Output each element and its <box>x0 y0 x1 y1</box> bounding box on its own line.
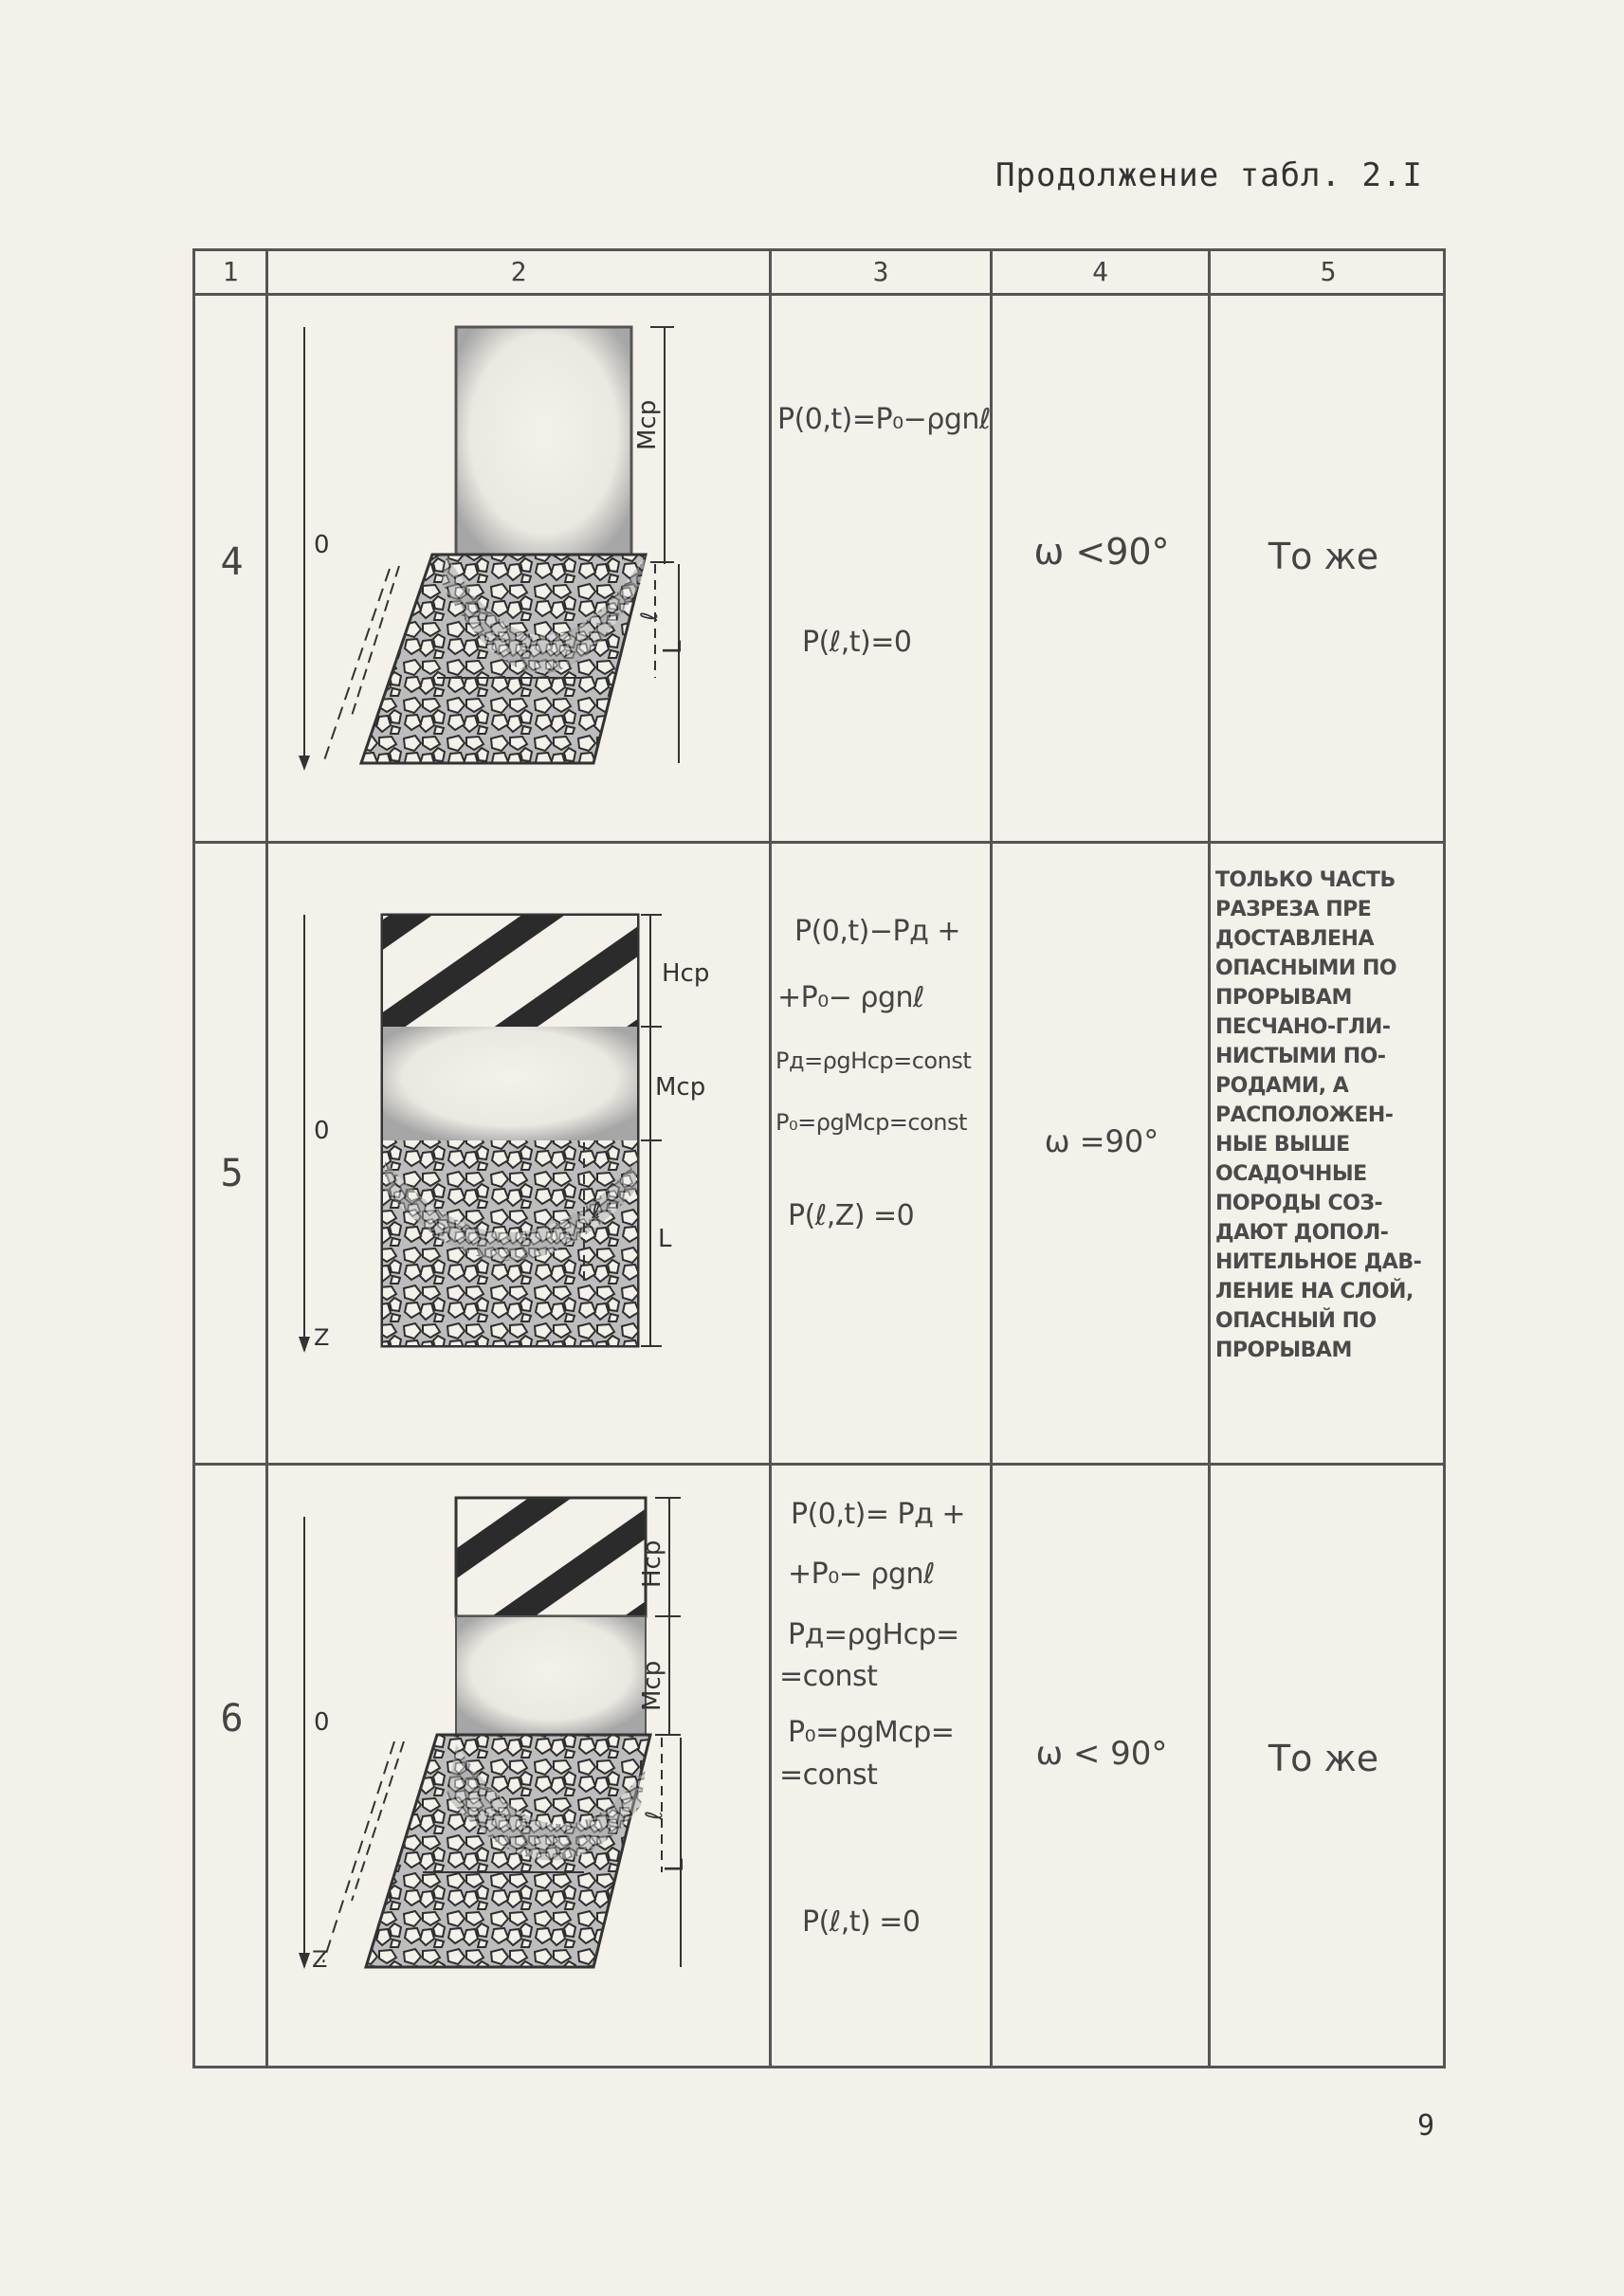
row-number-5: 5 <box>220 1152 244 1195</box>
diagram-label-l-small: ℓ <box>592 1197 601 1224</box>
formula-row6-3: Pд=ρgHcp= <box>788 1618 959 1651</box>
page-number: 9 <box>1417 2109 1435 2142</box>
diagram-label-mcp: Mcp <box>633 399 662 450</box>
formula-row6-2: +P₀− ρgnℓ <box>788 1558 935 1591</box>
angle-row4: ω <90° <box>1033 531 1170 573</box>
diagram-label-hcp: Hcp <box>638 1540 666 1588</box>
diagram-row-6 <box>271 1493 764 1986</box>
formula-row6-7: P(ℓ,t) =0 <box>802 1905 921 1939</box>
diagram-label-l-big: L <box>661 1858 689 1872</box>
diagram-label-hcp: Hcp <box>662 959 710 988</box>
note-row4: То же <box>1268 536 1379 577</box>
formula-row4-2: P(ℓ,t)=0 <box>802 626 912 659</box>
diagram-label-l-big: L <box>659 640 687 654</box>
note-row6: То же <box>1268 1738 1379 1779</box>
angle-row6: ω < 90° <box>1035 1735 1168 1773</box>
row-number-6: 6 <box>220 1697 244 1740</box>
diagram-label-mcp: Mcp <box>655 1073 706 1102</box>
formula-row6-5: P₀=ρgMcp= <box>788 1716 955 1749</box>
column-divider <box>769 251 772 2066</box>
diagram-row-5 <box>271 905 764 1446</box>
column-header-1: 1 <box>222 256 239 287</box>
formula-row5-2: +P₀− ρgnℓ <box>777 981 924 1014</box>
formula-row6-6: =const <box>779 1758 878 1792</box>
diagram-label-o: 0 <box>314 1117 330 1145</box>
formula-row6-4: =const <box>779 1660 878 1693</box>
column-header-3: 3 <box>872 256 889 287</box>
diagram-label-o: 0 <box>314 531 330 559</box>
column-header-5: 5 <box>1320 256 1337 287</box>
diagram-label-z: Z <box>314 1324 330 1351</box>
formula-row5-4: P₀=ρgMcp=const <box>776 1109 967 1136</box>
formula-row5-3: Pд=ρgHcp=const <box>776 1048 972 1074</box>
diagram-label-o: 0 <box>314 1708 330 1737</box>
row-number-4: 4 <box>220 540 244 584</box>
formula-row5-5: P(ℓ,Z) =0 <box>788 1199 915 1232</box>
diagram-row-4 <box>271 318 764 792</box>
formula-row6-1: P(0,t)= Pд + <box>791 1498 966 1531</box>
note-row5: ТОЛЬКО ЧАСТЬ РАЗРЕЗА ПРЕ ДОСТАВЛЕНА ОПАСНЫМИ ПО ПРОРЫВАМ ПЕСЧАНО-ГЛИ- НИСТЫМИ ПО- РОДАМИ, А РАСПОЛОЖЕН- НЫЕ ВЫШЕ ОСАДОЧНЫЕ ПОРОДЫ СОЗ- ДАЮТ ДОПОЛ- НИТЕЛЬНОЕ ДАВ- ЛЕНИЕ НА СЛОЙ, ОПАСНЫЙ ПО ПРОРЫВАМ <box>1215 868 1422 1362</box>
formula-row4-1: P(0,t)=P₀−ρgnℓ <box>777 403 991 436</box>
data-table <box>192 248 1446 2068</box>
diagram-label-l-small: ℓ <box>641 1811 667 1820</box>
diagram-label-z: Z <box>312 1946 328 1973</box>
header-divider <box>195 293 1443 296</box>
diagram-label-l-big: L <box>658 1225 672 1253</box>
diagram-label-l-small: ℓ <box>636 611 663 621</box>
formula-row5-1: P(0,t)−Pд + <box>794 915 961 948</box>
column-header-2: 2 <box>510 256 527 287</box>
table-caption: Продолжение табл. 2.I <box>995 156 1423 194</box>
row-divider <box>195 841 1443 844</box>
column-header-4: 4 <box>1092 256 1108 287</box>
row-divider <box>195 1463 1443 1466</box>
angle-row5: ω =90° <box>1044 1123 1159 1159</box>
diagram-label-mcp: Mcp <box>638 1660 666 1711</box>
